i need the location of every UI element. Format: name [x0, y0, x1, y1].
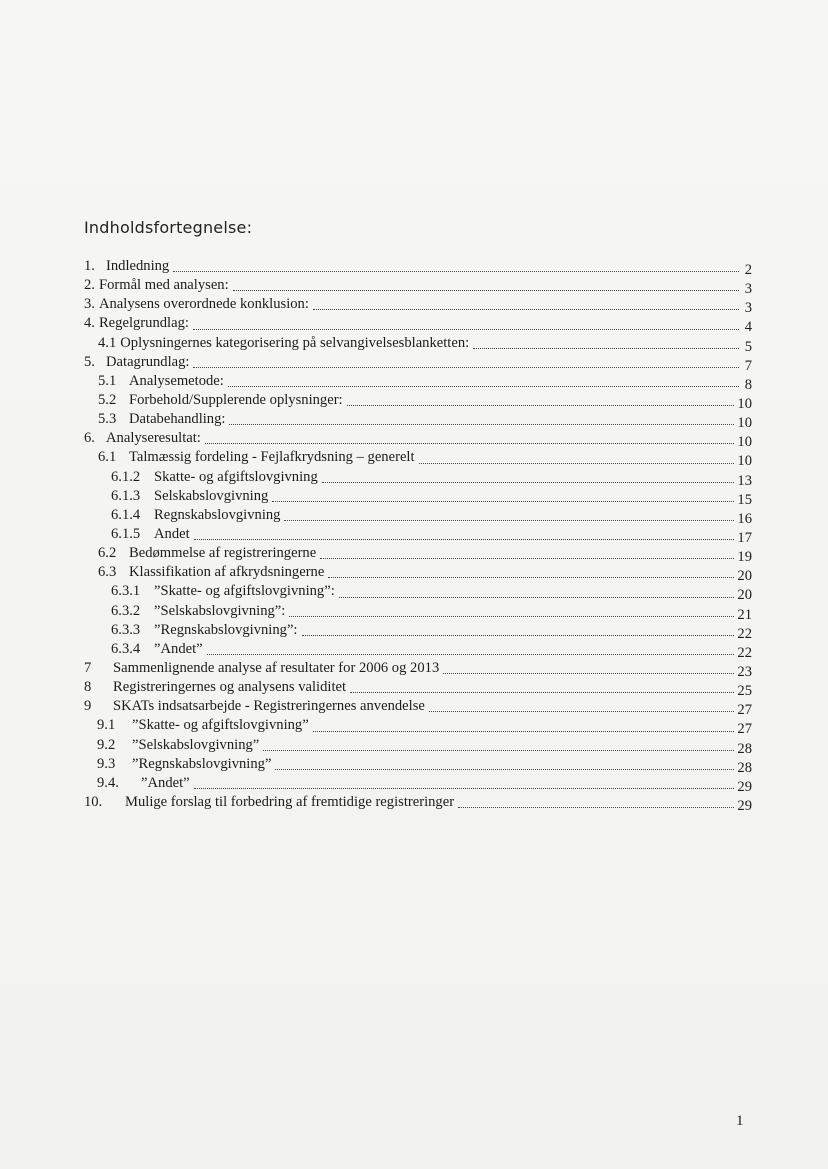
toc-entry-label: Andet	[154, 525, 190, 542]
toc-entry[interactable]	[84, 602, 752, 621]
toc-entry-page: 22	[737, 625, 752, 642]
toc-entry-number: 8	[84, 679, 92, 696]
dot-leader	[193, 329, 739, 330]
dot-leader	[173, 271, 739, 272]
toc-entry-label: ”Selskabslovgivning”:	[154, 602, 286, 619]
toc-entry[interactable]	[84, 448, 752, 470]
toc-entry-number: 2.	[84, 277, 95, 294]
toc-entry-number: 6.2	[98, 545, 117, 562]
toc-entry-number: 4.	[84, 315, 95, 332]
toc-entry[interactable]	[84, 697, 752, 719]
toc-entry[interactable]	[84, 544, 752, 566]
toc-entry-number: 9.1	[97, 717, 116, 734]
toc-entry[interactable]	[84, 736, 752, 755]
toc-entry-page: 23	[737, 663, 752, 680]
dot-leader	[443, 673, 734, 674]
toc-entry-number: 6.3.2	[111, 602, 141, 619]
toc-entry[interactable]	[84, 391, 752, 410]
dot-leader	[233, 290, 739, 291]
toc-entry[interactable]	[84, 755, 752, 774]
dot-leader	[289, 616, 734, 617]
dot-leader	[193, 367, 739, 368]
toc-entry[interactable]	[84, 506, 752, 525]
toc-entry-label: Mulige forslag til forbedring af fremtidige registreringer	[125, 793, 455, 810]
dot-leader	[313, 309, 739, 310]
dot-leader	[284, 520, 734, 521]
toc-entry-number: 7	[84, 659, 92, 676]
toc-entry-page: 29	[737, 778, 752, 795]
toc-entry-label: ”Regnskabslovgivning”	[132, 755, 272, 772]
toc-entry[interactable]	[84, 678, 752, 700]
toc-entry-page: 20	[737, 587, 752, 604]
toc-entry-page: 3	[744, 300, 752, 317]
toc-entry[interactable]	[84, 582, 752, 604]
dot-leader	[205, 443, 735, 444]
toc-entry-page: 22	[737, 644, 752, 661]
toc-entry-label: Datagrundlag:	[106, 353, 190, 370]
toc-entry[interactable]	[84, 621, 752, 640]
toc-entry-page: 10	[737, 434, 752, 451]
dot-leader	[272, 501, 734, 502]
toc-entry-page: 25	[737, 683, 752, 700]
toc-entry-label: ”Skatte- og afgiftslovgivning”	[132, 717, 309, 734]
toc-heading: Indholdsfortegnelse:	[84, 218, 253, 237]
dot-leader	[313, 731, 735, 732]
dot-leader	[322, 482, 735, 483]
dot-leader	[275, 769, 734, 770]
toc-entry-number: 6.1	[98, 449, 117, 466]
toc-entry-label: Analysemetode:	[129, 372, 224, 389]
dot-leader	[228, 386, 739, 387]
toc-entry-page: 10	[737, 395, 752, 412]
dot-leader	[320, 558, 734, 559]
toc-entry[interactable]	[84, 774, 752, 793]
toc-entry[interactable]	[84, 295, 752, 317]
toc-entry[interactable]	[84, 257, 752, 276]
dot-leader	[458, 807, 734, 808]
toc-entry[interactable]	[84, 410, 752, 432]
toc-entry-label: Skatte- og afgiftslovgivning	[154, 468, 318, 485]
toc-entry-label: SKATs indsatsarbejde - Registreringernes anvendelse	[113, 698, 425, 715]
dot-leader	[350, 692, 734, 693]
toc-entry-page: 2	[744, 262, 752, 278]
page-number: 1	[736, 1113, 744, 1129]
toc-entry-page: 16	[737, 510, 752, 527]
toc-entry[interactable]	[84, 429, 752, 451]
toc-entry-number: 5.3	[98, 411, 117, 428]
toc-entry-number: 4.1	[98, 334, 117, 351]
toc-entry-label: Regelgrundlag:	[98, 315, 189, 332]
toc-entry-label: ”Andet”	[141, 774, 190, 791]
toc-entry-number: 9.4.	[97, 774, 119, 791]
toc-entry-page: 28	[737, 759, 752, 776]
toc-entry-label: Indledning	[106, 258, 170, 274]
toc-entry[interactable]	[84, 716, 752, 738]
toc-entry-number: 10.	[84, 793, 103, 810]
toc-entry-page: 28	[737, 740, 752, 757]
toc-entry-page: 17	[737, 529, 752, 546]
toc-entry-label: Selskabslovgivning	[154, 487, 269, 504]
toc-entry-page: 10	[737, 415, 752, 432]
toc-entry[interactable]	[84, 334, 752, 353]
toc-entry-number: 6.1.3	[111, 487, 141, 504]
dot-leader	[194, 539, 735, 540]
toc-entry-label: Analysens overordnede konklusion:	[98, 296, 309, 313]
toc-entry-label: Forbehold/Supplerende oplysninger:	[129, 391, 343, 408]
dot-leader	[263, 750, 734, 751]
dot-leader	[347, 405, 735, 406]
toc-entry-label: Talmæssig fordeling - Fejlafkrydsning – generelt	[129, 449, 415, 466]
toc-entry[interactable]	[84, 563, 752, 585]
toc-entry-label: Klassifikation af afkrydsningerne	[129, 564, 325, 581]
toc-entry-label: Formål med analysen:	[98, 277, 229, 294]
dot-leader	[328, 577, 734, 578]
toc-entry-number: 6.1.5	[111, 525, 141, 542]
toc-entry-number: 1.	[84, 258, 95, 274]
toc-entry-label: ”Skatte- og afgiftslovgivning”:	[154, 583, 335, 600]
dot-leader	[229, 424, 734, 425]
toc-entry-label: ”Regnskabslovgivning”:	[154, 621, 298, 638]
toc-entry-page: 7	[744, 357, 752, 374]
toc-entry-label: Oplysningernes kategorisering på selvangivelsesblanketten:	[120, 334, 470, 351]
dot-leader	[429, 711, 735, 712]
toc-entry-page: 4	[744, 319, 752, 336]
toc-entry-number: 6.1.2	[111, 468, 141, 485]
toc-entry[interactable]	[84, 525, 752, 544]
toc-entry-page: 10	[737, 453, 752, 470]
toc-entry-number: 9	[84, 698, 92, 715]
toc-entry-page: 21	[737, 606, 752, 623]
toc-entry[interactable]	[84, 276, 752, 298]
toc-entry-number: 6.	[84, 430, 95, 447]
toc-entry-label: ”Selskabslovgivning”	[132, 736, 260, 753]
toc-entry-number: 6.3.3	[111, 621, 141, 638]
dot-leader	[339, 597, 735, 598]
dot-leader	[473, 348, 739, 349]
toc-entry-label: ”Andet”	[154, 640, 203, 657]
toc-entry[interactable]	[84, 793, 752, 812]
toc-entry-page: 20	[737, 568, 752, 585]
table-of-contents	[84, 257, 752, 812]
toc-entry-label: Regnskabslovgivning	[154, 506, 281, 523]
dot-leader	[207, 654, 735, 655]
toc-entry-number: 3.	[84, 296, 95, 313]
toc-entry-number: 6.3.1	[111, 583, 141, 600]
toc-entry-label: Sammenlignende analyse af resultater for 2006 og 2013	[113, 659, 440, 676]
toc-entry-number: 5.1	[98, 372, 117, 389]
toc-entry[interactable]	[84, 487, 752, 506]
toc-entry[interactable]	[84, 640, 752, 659]
toc-entry-number: 5.	[84, 353, 95, 370]
toc-entry-page: 13	[737, 472, 752, 489]
toc-entry-page: 29	[737, 797, 752, 814]
toc-entry[interactable]	[84, 314, 752, 336]
toc-entry-page: 27	[737, 702, 752, 719]
toc-entry-number: 6.1.4	[111, 506, 141, 523]
toc-entry-page: 5	[744, 338, 752, 355]
toc-entry-page: 15	[737, 491, 752, 508]
toc-entry-label: Bedømmelse af registreringerne	[129, 545, 317, 562]
dot-leader	[302, 635, 735, 636]
toc-entry-number: 9.2	[97, 736, 116, 753]
dot-leader	[194, 788, 735, 789]
toc-entry[interactable]	[84, 372, 752, 391]
toc-entry-number: 6.3	[98, 564, 117, 581]
toc-entry-label: Analyseresultat:	[106, 430, 201, 447]
toc-entry-number: 9.3	[97, 755, 116, 772]
toc-entry-page: 3	[744, 281, 752, 298]
toc-entry-label: Registreringernes og analysens validitet	[113, 679, 347, 696]
dot-leader	[419, 463, 735, 464]
toc-entry-page: 27	[737, 721, 752, 738]
toc-entry[interactable]	[84, 659, 752, 678]
toc-entry[interactable]	[84, 468, 752, 487]
toc-entry-label: Databehandling:	[129, 411, 226, 428]
toc-entry-number: 6.3.4	[111, 640, 141, 657]
toc-entry-page: 8	[744, 376, 752, 393]
toc-entry-number: 5.2	[98, 391, 117, 408]
toc-entry-page: 19	[737, 549, 752, 566]
toc-entry[interactable]	[84, 353, 752, 372]
